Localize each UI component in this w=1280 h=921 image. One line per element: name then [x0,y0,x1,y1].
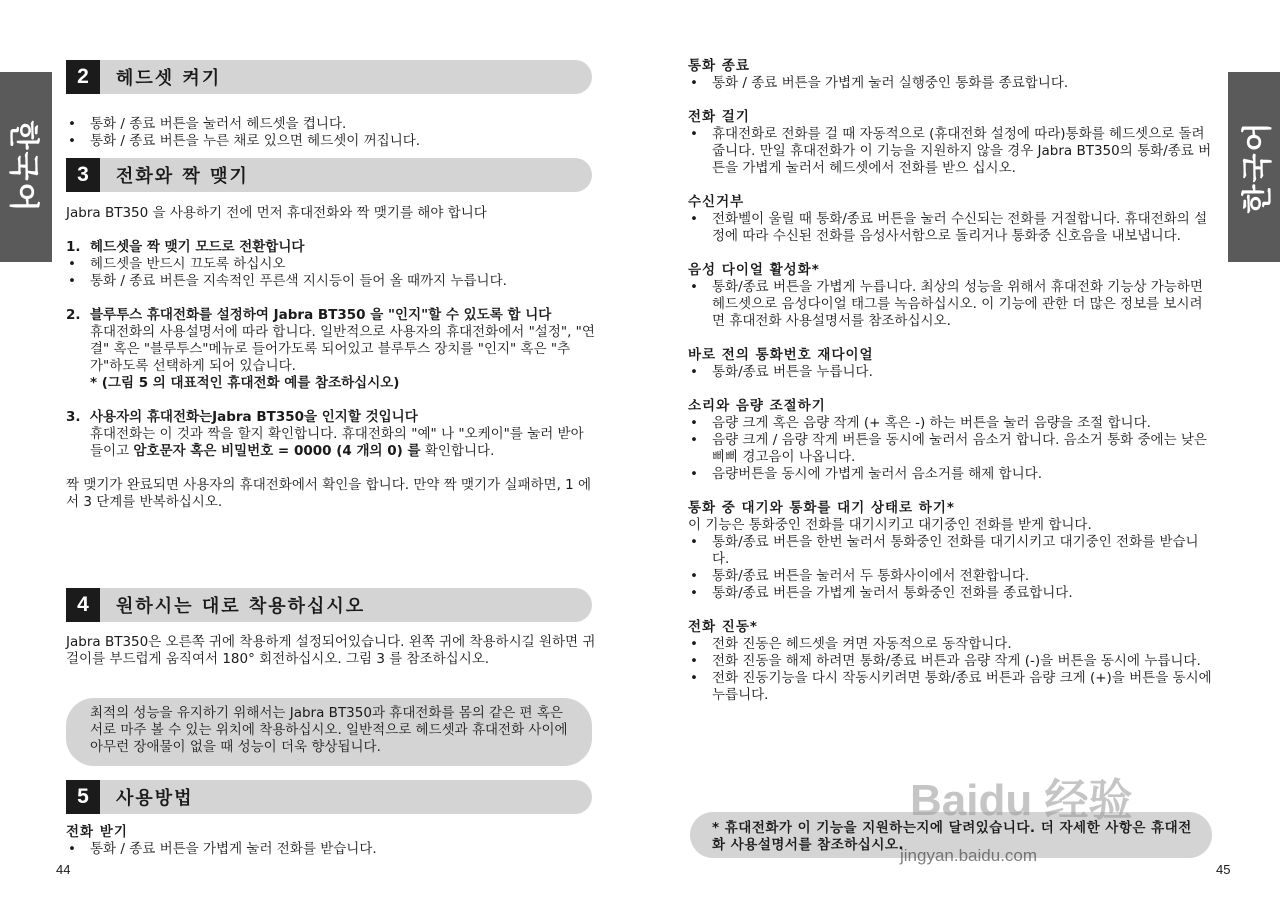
bullet-item: • 전화 진동은 헤드셋을 켜면 자동적으로 동작합니다. [688,636,1212,653]
outro-text: 짝 맺기가 완료되면 사용자의 휴대전화에서 확인을 합니다. 만약 짝 맺기가 실패하면, 1 에서 3 단계를 반복하십시오. [66,477,592,510]
bullet-item: • 음량버튼을 동시에 가볍게 눌러서 음소거를 해제 합니다. [688,466,1212,483]
footnote-text: * 휴대전화가 이 기능을 지원하는지에 달려있습니다. 더 자세한 사항은 휴대전화 사용설명서를 참조하십시오. [712,820,1192,853]
language-tab [0,72,52,262]
bullet-item: • 통화/종료 버튼을 가볍게 누릅니다. 최상의 성능을 위해서 휴대전화 기능상 가능하면 헤드셋으로 음성다이얼 태그를 녹음하십시오. 이 기능에 관한 더 많은 정보를 보시려면 휴대전화 사용설명서를 참조하십시오. [688,279,1212,330]
subsection [688,347,1212,381]
intro-text: Jabra BT350 을 사용하기 전에 먼저 휴대전화와 짝 맺기를 해야 합니다 [66,205,487,221]
tip-text: 최적의 성능을 유지하기 위해서는 Jabra BT350과 휴대전화를 몸의 같은 편 혹은 서로 마주 볼 수 있는 위치에 착용하십시오. 일반적으로 헤드셋과 휴대전화 사이에 아무런 장애물이 없을 때 성능이 더욱 향상됩니다. [90,705,568,755]
tip-note [66,698,592,766]
watermark-logo: Baidu 经验 [910,776,1133,825]
section-title: 사용방법 [116,788,194,809]
step-text: 휴대전화는 이 것과 짝을 할지 확인합니다. 휴대전화의 "예" 나 "오케이"를 눌러 받아들이고 암호문자 혹은 비밀번호 = 0000 (4 개의 0) 를 확인합니다. [90,426,584,459]
subsection-title: 전화 받기 [66,824,128,840]
section-title: 원하시는 대로 착용하십시오 [116,596,366,617]
subsection [688,262,1212,330]
bullet-item: • 음량 크게 / 음량 작게 버튼을 동시에 눌러서 음소거 합니다. 음소거 통화 중에는 낮은 삐삐 경고음이 나옵니다. [688,432,1212,466]
body-text: Jabra BT350은 오른쪽 귀에 착용하게 설정되어있습니다. 왼쪽 귀에 착용하시길 원하면 귀걸이를 부드럽게 움직여서 180° 회전하십시오. 그림 3 를 참조하십시오. [66,634,596,667]
section-2-body [66,116,596,150]
subsection-title: 바로 전의 통화번호 재다이얼 [688,347,874,363]
bullet-item: • 통화 / 종료 버튼을 지속적인 푸른색 지시등이 들어 올 때까지 누릅니다. [66,273,596,290]
subsection [688,109,1212,177]
section-4-header [66,588,592,622]
bullet-item: • 전화 진동을 해제 하려면 통화/종료 버튼과 음량 작게 (-)을 버튼을 동시에 누릅니다. [688,653,1212,670]
subsection-title: 수신거부 [688,194,745,210]
section-title: 헤드셋 켜기 [116,68,222,89]
page-number: 44 [56,862,71,877]
section-5-body [66,824,596,858]
section-number: 2 [66,60,100,94]
language-tab-label: 한국어 [1240,120,1276,214]
language-tab [1228,72,1280,262]
subsection-title: 통화 종료 [688,58,750,74]
subsection [688,500,1212,602]
bullet-item: • 휴대전화로 전화를 걸 때 자동적으로 (휴대전화 설정에 따라)통화를 헤드셋으로 돌려줍니다. 만일 휴대전화가 이 기능을 지원하지 않을 경우 Jabra BT350의 통화/종료 버튼을 가볍게 눌러서 헤드셋에서 전화를 받으 십시오. [688,126,1212,177]
subsection-title: 통화 중 대기와 통화를 대기 상태로 하기* [688,500,955,516]
subsection-intro: 이 기능은 통화중인 전화를 대기시키고 대기중인 전화를 받게 합니다. [688,517,1092,533]
bullet-item: • 전화 진동기능을 다시 작동시키려면 통화/종료 버튼과 음량 크게 (+)을 버튼을 동시에 누릅니다. [688,670,1212,704]
section-3-header [66,158,592,192]
bullet-item: • 통화 / 종료 버튼을 가볍게 눌러 전화를 받습니다. [66,841,596,858]
subsection-title: 음성 다이얼 활성화* [688,262,820,278]
section-number: 3 [66,158,100,192]
bullet-item: • 음량 크게 혹은 음량 작게 (+ 혹은 -) 하는 버튼을 눌러 음량을 조절 합니다. [688,415,1212,432]
right-page-body [688,58,1212,721]
subsection-title: 전화 걸기 [688,109,750,125]
section-number: 4 [66,588,100,622]
section-2-header [66,60,592,94]
step-title: 3. 사용자의 휴대전화는Jabra BT350을 인지할 것입니다 [66,409,418,425]
section-number: 5 [66,780,100,814]
page-number: 45 [1216,862,1231,877]
section-3-body [66,205,596,511]
bullet-item: • 통화/종료 버튼을 누릅니다. [688,364,1212,381]
section-title: 전화와 짝 맺기 [116,166,249,187]
subsection [688,398,1212,483]
step-text: 휴대전화의 사용설명서에 따라 합니다. 일반적으로 사용자의 휴대전화에서 "설정", "연결" 혹은 "블루투스"메뉴로 들어가도록 되어있고 블루투스 장치를 "인지" 혹은 "추가"하도록 선택하게 되어 있습니다. [90,324,595,374]
subsection-title: 소리와 음량 조절하기 [688,398,826,414]
subsection [688,619,1212,704]
step-title: 2. 블루투스 휴대전화를 설정하여 Jabra BT350 을 "인지"할 수 있도록 합 니다 [66,307,552,323]
bullet-item: • 통화/종료 버튼을 가볍게 눌러서 통화중인 전화를 종료합니다. [688,585,1212,602]
bullet-item: • 통화 / 종료 버튼을 눌러서 헤드셋을 켭니다. [66,116,596,133]
right-page [640,0,1280,921]
subsection [688,194,1212,245]
language-tab-label: 한국어 [5,120,41,214]
bullet-item: • 통화 / 종료 버튼을 가볍게 눌러 실행중인 통화를 종료합니다. [688,75,1212,92]
subsection-title: 전화 진동* [688,619,758,635]
subsection [688,58,1212,92]
watermark-url: jingyan.baidu.com [900,846,1038,865]
section-5-header [66,780,592,814]
bullet-item: • 통화/종료 버튼을 눌러서 두 통화사이에서 전환합니다. [688,568,1212,585]
step-title: 1. 헤드셋을 짝 맺기 모드로 전환합니다 [66,239,305,255]
bullet-item: • 헤드셋을 반드시 끄도록 하십시오 [66,256,596,273]
step-note: * (그림 5 의 대표적인 휴대전화 예를 참조하십시오) [90,375,400,391]
bullet-item: • 통화/종료 버튼을 한번 눌러서 통화중인 전화를 대기시키고 대기중인 전화를 받습니다. [688,534,1212,568]
bullet-item: • 전화벨이 울릴 때 통화/종료 버튼을 눌러 수신되는 전화를 거절합니다. 휴대전화의 설정에 따라 수신된 전화를 음성사서함으로 돌리거나 통화중 신호음을 내보냅니다. [688,211,1212,245]
section-4-body [66,634,596,668]
bullet-item: • 통화 / 종료 버튼을 누른 채로 있으면 헤드셋이 꺼집니다. [66,133,596,150]
